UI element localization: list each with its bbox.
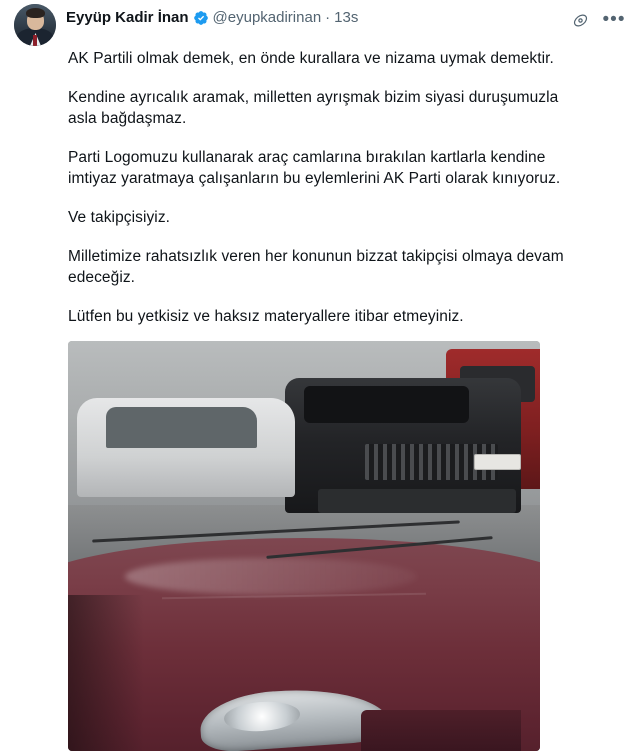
photo-hood-reflection [125, 558, 418, 595]
tweet-paragraph: Kendine ayrıcalık aramak, milletten ayrışmak bizim siyasi duruşumuzla asla bağdaşmaz. [68, 89, 559, 127]
tweet-paragraph: Lütfen bu yetkisiz ve haksız materyallere itibar etmeyiniz. [68, 308, 464, 325]
tweet-paragraph: Milletimize rahatsızlık veren her konunun bizzat takipçisi olmaya devam edeceğiz. [68, 248, 564, 286]
separator-dot: · [325, 9, 331, 26]
photo-license-plate [474, 454, 521, 470]
tweet-header [14, 8, 626, 42]
photo-white-car-window [106, 407, 257, 448]
more-options-icon[interactable]: ••• [602, 9, 626, 30]
photo-left-shadow [68, 595, 144, 751]
photo-suv-bumper [318, 489, 516, 514]
header-actions [570, 8, 626, 30]
avatar-tie [33, 35, 37, 46]
tweet-paragraph: Parti Logomuzu kullanarak araç camlarına bırakılan kartlarla kendine imtiyaz yaratmaya çalışanların bu eylemlerini AK Parti olarak kınıyoruz. [68, 149, 561, 187]
tweet-paragraph: Ve takipçisiyiz. [68, 209, 171, 226]
tweet-photo[interactable] [68, 341, 540, 751]
avatar-hair [26, 8, 45, 18]
author-display-name[interactable]: Eyyüp Kadir İnan [66, 9, 189, 26]
photo-suv-windshield [304, 386, 469, 423]
avatar[interactable] [14, 4, 56, 46]
timestamp[interactable]: 13s [334, 9, 359, 26]
grok-analyze-icon[interactable] [570, 10, 590, 30]
tweet-text [14, 42, 626, 327]
tweet-paragraph: AK Partili olmak demek, en önde kurallara ve nizama uymak demektir. [68, 50, 554, 67]
author-row [66, 8, 560, 26]
verified-badge-icon [193, 10, 209, 26]
author-handle[interactable]: @eyupkadirinan [212, 9, 322, 26]
